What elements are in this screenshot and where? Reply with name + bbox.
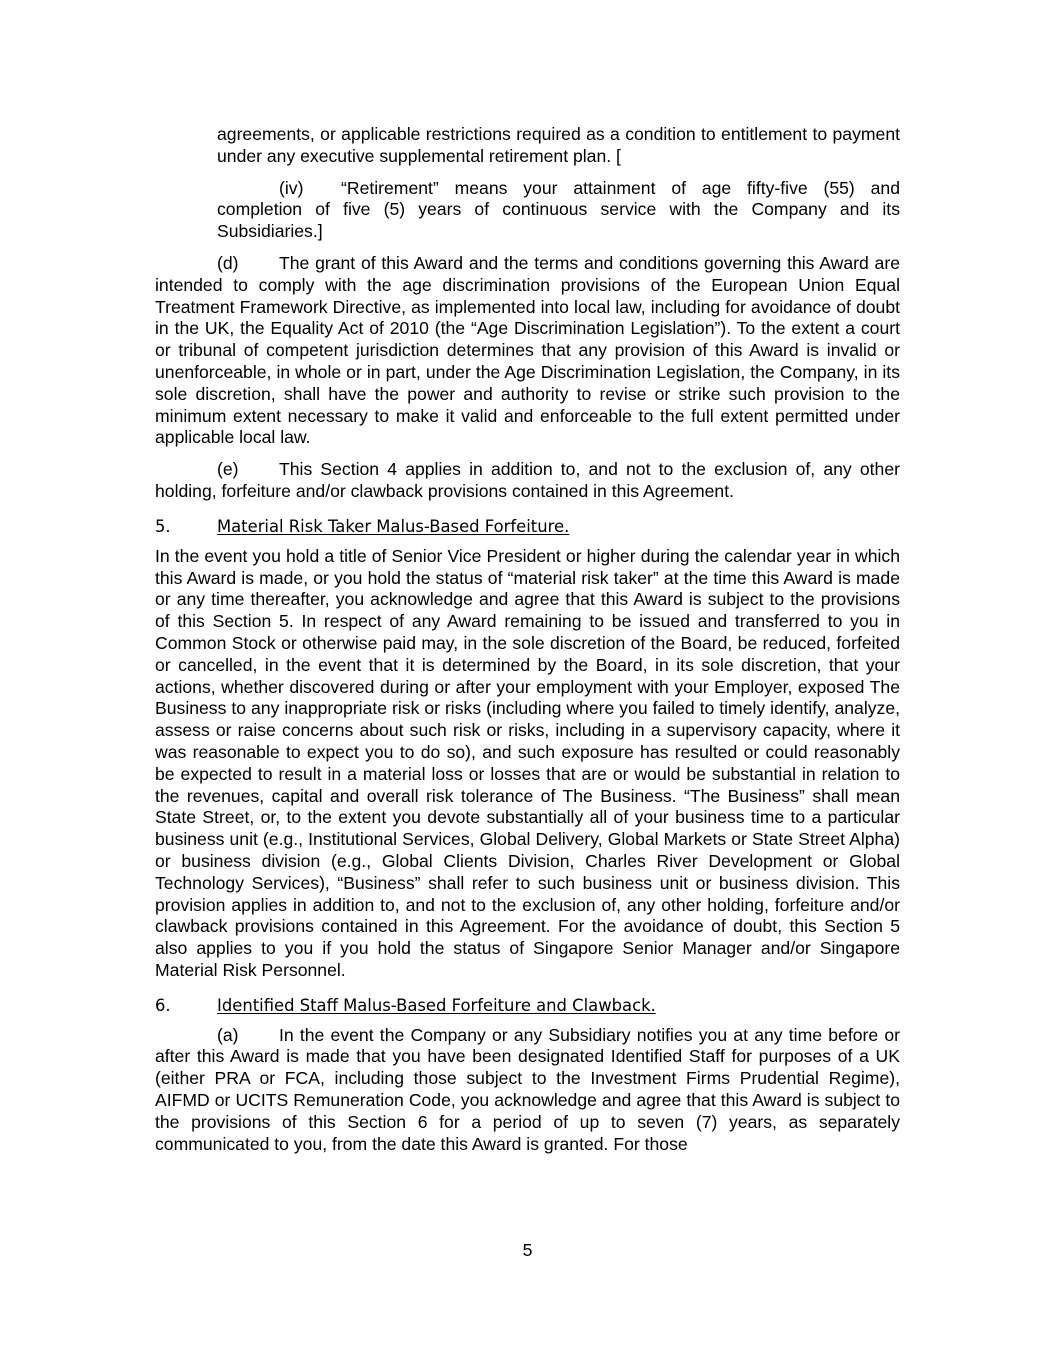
section-6-title: Identified Staff Malus-Based Forfeiture and Clawback. xyxy=(217,995,656,1015)
item-d-label: (d) xyxy=(217,252,239,273)
item-iv-label: (iv) xyxy=(279,177,304,198)
section-5-body: In the event you hold a title of Senior Vice President or higher during the calendar year in which this Award is made, or you hold the status of “material risk taker” at the time this Award is made or any time thereafter, you acknowledge and agree that this Award is subject to the provisions of this Section 5. In respect of any Award remaining to be issued and transferred to you in Common Stock or otherwise paid may, in the sole discretion of the Board, be reduced, forfeited or cancelled, in the event that it is determined by the Board, in its sole discretion, that your actions, whether discovered during or after your employment with your Employer, exposed The Business to any inappropriate risk or risks (including where you failed to timely identify, analyze, assess or raise concerns about such risk or risks, including in a supervisory capacity, where it was reasonable to expect you to do so), and such exposure has resulted or could reasonably be expected to result in a material loss or losses that are or would be substantial in relation to the revenues, capital and overall risk tolerance of The Business. “The Business” shall mean State Street, or, to the extent you devote substantially all of your business time to a particular business unit (e.g., Institutional Services, Global Delivery, Global Markets or State Street Alpha) or business division (e.g., Global Clients Division, Charles River Development or Global Technology Services), “Business” shall refer to such business unit or business division. This provision applies in addition to, and not to the exclusion of, any other holding, forfeiture and/or clawback provisions contained in this Agreement. For the avoidance of doubt, this Section 5 also applies to you if you hold the status of Singapore Senior Manager and/or Singapore Material Risk Personnel. xyxy=(155,545,900,980)
document-page xyxy=(155,124,900,1155)
section-5-number: 5. xyxy=(155,516,171,536)
item-e-label: (e) xyxy=(217,459,239,480)
section-5-title: Material Risk Taker Malus-Based Forfeiture. xyxy=(217,516,570,536)
page-number: 5 xyxy=(522,1240,533,1260)
item-iv-text: “Retirement” means your attainment of age fifty-five (55) and completion of five (5) years of continuous service with the Company and its Subsidiaries.] xyxy=(217,177,900,242)
section-6-item-a-paragraph xyxy=(155,1025,900,1156)
item-d-text: The grant of this Award and the terms and conditions governing this Award are intended to comply with the age discrimination provisions of the European Union Equal Treatment Framework Directive, as implemented into local law, including for avoidance of doubt in the UK, the Equality Act of 2010 (the “Age Discrimination Legislation”). To the extent a court or tribunal of competent jurisdiction determines that any provision of this Award is invalid or unenforceable, in whole or in part, under the Age Discrimination Legislation, the Company, in its sole discretion, shall have the power and authority to revise or strike such provision to the minimum extent necessary to make it valid and enforceable to the full extent permitted under applicable local law. xyxy=(155,252,900,448)
section-6-number: 6. xyxy=(155,995,171,1015)
section-6-item-a-label: (a) xyxy=(217,1024,239,1045)
continuation-paragraph: agreements, or applicable restrictions required as a condition to entitlement to payment under any executive supplemental retirement plan. [ xyxy=(217,124,900,166)
item-d-paragraph xyxy=(155,253,900,449)
item-iv-paragraph xyxy=(217,178,900,243)
section-6-item-a-text: In the event the Company or any Subsidiary notifies you at any time before or after this Award is made that you have been designated Identified Staff for purposes of a UK (either PRA or FCA, including those subject to the Investment Firms Prudential Regime), AIFMD or UCITS Remuneration Code, you acknowledge and agree that this Award is subject to the provisions of this Section 6 for a period of up to seven (7) years, as separately communicated to you, from the date this Award is granted. For those xyxy=(155,1024,900,1154)
item-e-paragraph xyxy=(155,459,900,503)
section-6-heading xyxy=(155,995,900,1016)
item-e-text: This Section 4 applies in addition to, and not to the exclusion of, any other holding, forfeiture and/or clawback provisions contained in this Agreement. xyxy=(155,459,900,501)
section-5-heading xyxy=(155,516,900,537)
